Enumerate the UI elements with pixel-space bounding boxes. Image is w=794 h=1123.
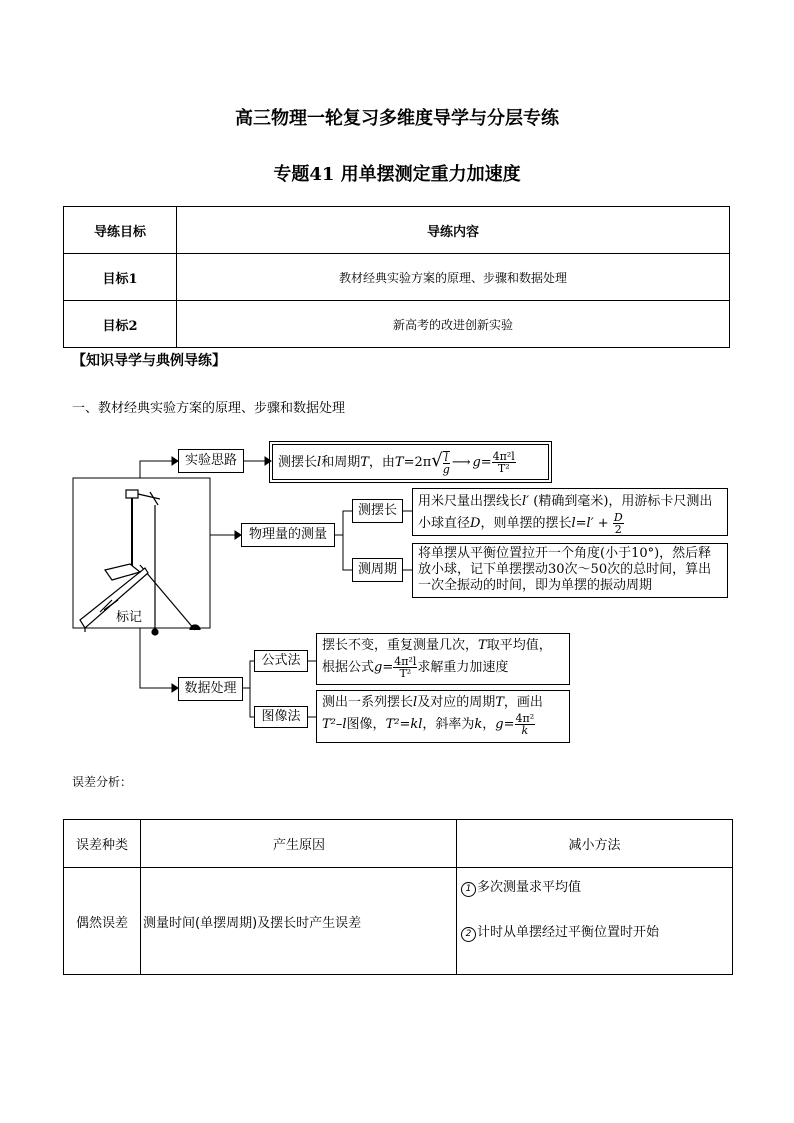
- sqrt-fraction: [443, 451, 450, 475]
- fix-text-2: 计时从单摆经过平衡位置时开始: [477, 925, 660, 940]
- sym-T-2: T: [394, 455, 404, 470]
- error-cause: 测量时间(单摆周期)及摆长时产生误差: [141, 868, 457, 975]
- goal-content-1: 教材经典实验方案的原理、步骤和数据处理: [177, 254, 730, 301]
- sym-D: D: [470, 516, 481, 531]
- idea-text-c: ，由: [368, 455, 395, 470]
- graph-text-1: 测出一系列摆长: [322, 695, 414, 710]
- graph-text-4: 图像，: [346, 717, 386, 732]
- graph-text-box: [316, 690, 570, 743]
- g-eq-3: g=: [495, 717, 515, 732]
- formula-label-box: 公式法: [254, 650, 308, 672]
- length-text-4: ，则单摆的摆长: [480, 516, 572, 531]
- formula-text-1: 摆长不变，重复测量几次，: [322, 638, 479, 653]
- idea-text-a: 测摆长: [278, 455, 318, 470]
- formula-text-3: 根据公式: [322, 660, 375, 675]
- error-analysis-label: 误差分析：: [72, 775, 133, 789]
- g-eq: g=: [472, 455, 492, 470]
- connector-idea: [140, 461, 172, 478]
- idea-text-d: =2π: [403, 455, 432, 470]
- g-fraction: [492, 451, 516, 474]
- idea-text-b: 和周期: [321, 455, 361, 470]
- error-header-fix: 减小方法: [457, 820, 733, 868]
- sym-T: T: [360, 455, 369, 470]
- error-kind: 偶然误差: [64, 868, 141, 975]
- goals-header-content: 导练内容: [177, 207, 730, 254]
- doc-subtitle: 专题41 用单摆测定重力加速度: [273, 164, 521, 185]
- formula-text-2: 取平均值，: [486, 638, 552, 653]
- frac-l: l: [444, 450, 449, 464]
- idea-text-box: [272, 444, 549, 480]
- period-text-box: 将单摆从平衡位置拉开一个角度(小于10°)，然后释放小球，记下单摆摆动30次～50次的总时间，算出一次全振动的时间，即为单摆的振动周期: [412, 543, 728, 598]
- g-fraction-3: [515, 713, 536, 736]
- section-1-title: 一、教材经典实验方案的原理、步骤和数据处理: [72, 401, 346, 416]
- formula-text-4: 求解重力加速度: [417, 660, 509, 675]
- clamp: [126, 490, 138, 498]
- g-fraction-2: [393, 656, 417, 679]
- g-eq-2: g=: [374, 660, 394, 675]
- mark-label: 标记: [116, 606, 142, 625]
- error-header-kind: 误差种类: [64, 820, 141, 868]
- formula-text-box: [316, 633, 570, 685]
- sym-T-3: T: [478, 638, 487, 653]
- swing-bob: [190, 625, 200, 630]
- doc-title: 高三物理一轮复习多维度导学与分层专练: [235, 108, 559, 129]
- fix-item-2: [461, 921, 728, 942]
- fix-text-1: 多次测量求平均值: [477, 880, 582, 895]
- error-fixes: [457, 868, 733, 975]
- graph-label-box: 图像法: [254, 706, 308, 728]
- data-label-box: 数据处理: [178, 677, 243, 701]
- d-over-2: [613, 512, 624, 535]
- fix-item-1: [461, 876, 728, 921]
- sym-l: l: [317, 455, 322, 470]
- frac-4pi2l-2: 4π²l: [394, 655, 417, 668]
- circled-number-1: 1: [461, 882, 476, 897]
- frac-k: k: [521, 724, 529, 737]
- connector-data: [140, 628, 172, 688]
- sym-lprime: l′: [522, 494, 530, 509]
- sym-k: k: [474, 717, 483, 732]
- graph-text-5: ，斜率为: [422, 717, 475, 732]
- frac-T2: T²: [497, 462, 510, 475]
- sym-T2kl: T²=kl: [385, 717, 423, 732]
- frac-g: g: [442, 462, 450, 476]
- goals-header-target: 导练目标: [64, 207, 177, 254]
- error-header-cause: 产生原因: [141, 820, 457, 868]
- sym-T-4: T: [495, 695, 504, 710]
- measure-label-box: 物理量的测量: [241, 523, 335, 547]
- connector-formula: [243, 661, 254, 688]
- period-label-box: 测周期: [352, 558, 403, 582]
- sqrt-icon: √: [431, 450, 443, 471]
- sym-lprime-2: l′: [586, 516, 594, 531]
- plus-sign: +: [593, 516, 613, 531]
- sym-l-2: l: [413, 695, 418, 710]
- goal-target-2: 目标2: [64, 301, 177, 348]
- comma: ，: [482, 717, 496, 732]
- length-text-2: (精确到毫米)，用游标卡尺测: [529, 494, 700, 509]
- section-heading: 【知识导学与典例导练】: [72, 353, 226, 369]
- frac-T2-2: T²: [399, 667, 412, 680]
- connector-length: [335, 511, 352, 535]
- error-table: [63, 819, 733, 975]
- frac-4pi2: 4π²: [515, 712, 535, 725]
- length-text-1: 用米尺量出摆线长: [418, 494, 523, 509]
- pendulum-bob: [152, 629, 158, 635]
- frac-2: 2: [614, 523, 622, 536]
- sym-T2-l: T²–l: [322, 717, 347, 732]
- goal-target-1: 目标1: [64, 254, 177, 301]
- circled-number-2: 2: [461, 927, 476, 942]
- goal-content-2: 新高考的改进创新实验: [177, 301, 730, 348]
- graph-text-2: 及对应的周期: [417, 695, 496, 710]
- connector-period: [343, 535, 352, 570]
- graph-text-3: ，画出: [503, 695, 543, 710]
- l-eq: l=: [571, 516, 587, 531]
- idea-label-box: 实验思路: [178, 449, 244, 473]
- length-label-box: 测摆长: [352, 499, 403, 523]
- length-text-3: 出小球直径: [418, 494, 713, 531]
- frac-4pi2l: 4π²l: [492, 450, 515, 463]
- length-text-box: [412, 488, 728, 536]
- frac-D: D: [613, 511, 623, 524]
- arrow-right-icon: ⟶: [451, 455, 471, 470]
